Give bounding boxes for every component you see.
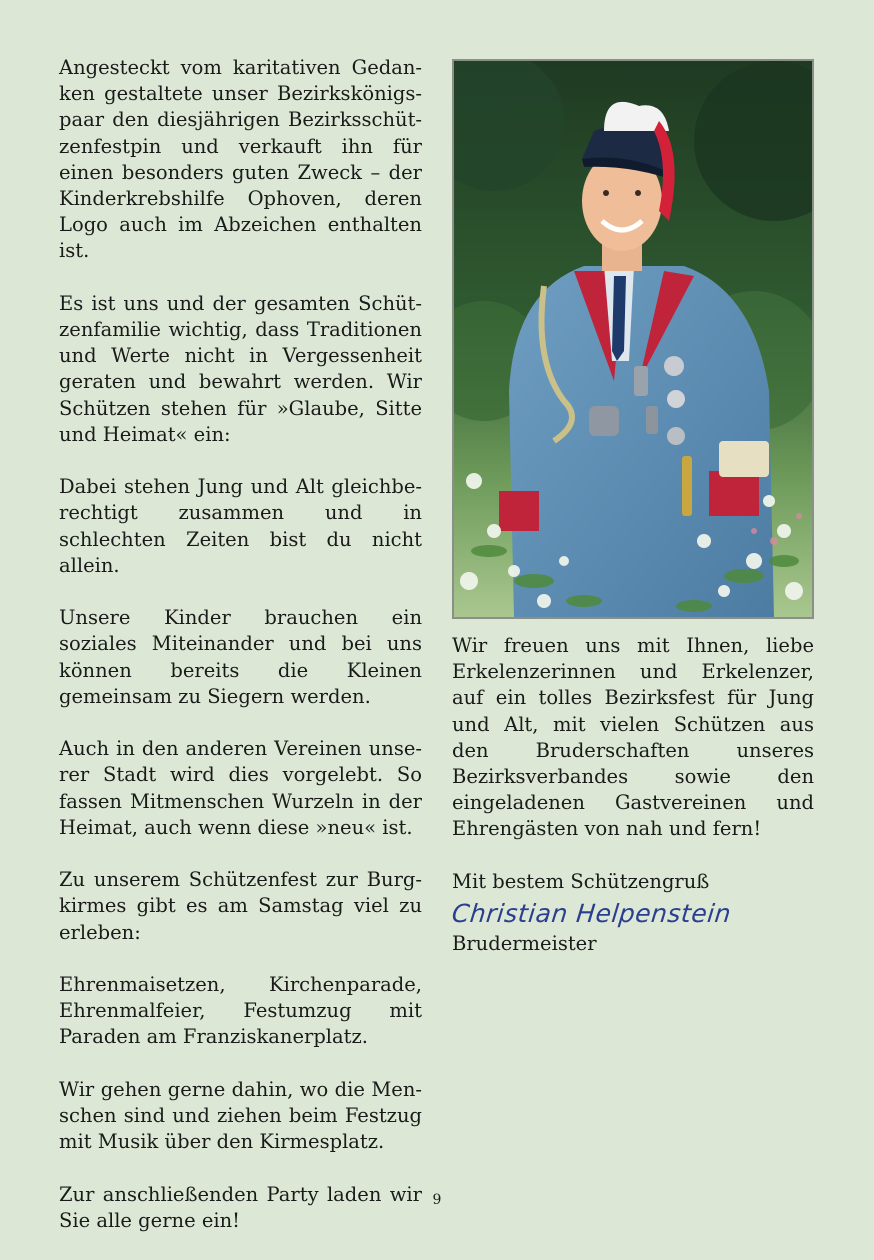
portrait-photo: [452, 59, 814, 619]
paragraph: Wir freuen uns mit Ihnen, liebe Erkelenzerinnen und Erkelenzer, auf ein tolles Bezirksfest für Jung und Alt, mit vielen Schützen aus den Bruderschaften unseres Bezirksverbandes sowie den eingeladenen Gastvereinen und Ehrengästen von nah und fern!: [452, 634, 814, 841]
signer-role: Brudermeister: [452, 932, 597, 955]
portrait-illustration: [454, 61, 812, 617]
signature: Christian Helpenstein: [450, 899, 733, 928]
paragraph: Wir gehen gerne dahin, wo die Menschen sind und ziehen beim Festzug mit Musik über den Kirmesplatz.: [59, 1077, 422, 1154]
paragraph: Zu unserem Schützenfest zur Burgkirmes gibt es am Samstag viel zu erleben:: [59, 868, 422, 944]
paragraph: Es ist uns und der gesamten Schützenfamilie wichtig, dass Traditionen und Werte nicht in Vergessenheit geraten und bewahrt werden. Wir Schützen stehen für »Glaube, Sitte und Heimat« ein:: [59, 291, 422, 446]
paragraph: Ehrenmaisetzen, Kirchenparade, Ehrenmalfeier, Festumzug mit Paraden am Franziskanerplatz.: [59, 973, 422, 1049]
greeting: Mit bestem Schützengruß: [452, 869, 710, 893]
paragraph: Angesteckt vom karitativen Gedanken gestaltete unser Bezirkskönigspaar den diesjährigen Bezirksschützenfestpin und verkauft ihn für einen besonders guten Zweck – der Kinderkrebshilfe Ophoven, deren Logo auch im Abzeichen enthalten ist.: [59, 56, 422, 263]
left-text-column: [59, 55, 422, 1260]
paragraph: Dabei stehen Jung und Alt gleichberechtigt zusammen und in schlechten Zeiten bist du nicht allein.: [59, 475, 422, 577]
paragraph: Zur anschließenden Party laden wir Sie alle gerne ein!: [59, 1182, 422, 1232]
paragraph: Auch in den anderen Vereinen unserer Stadt wird dies vorgelebt. So fassen Mitmenschen Wurzeln in der Heimat, auch wenn diese »neu« ist.: [59, 737, 422, 839]
right-text-column: [452, 633, 814, 921]
page-number: 9: [432, 1192, 442, 1208]
paragraph: Unsere Kinder brauchen ein soziales Miteinander und bei uns können bereits die Kleinen gemeinsam zu Siegern werden.: [59, 606, 422, 708]
